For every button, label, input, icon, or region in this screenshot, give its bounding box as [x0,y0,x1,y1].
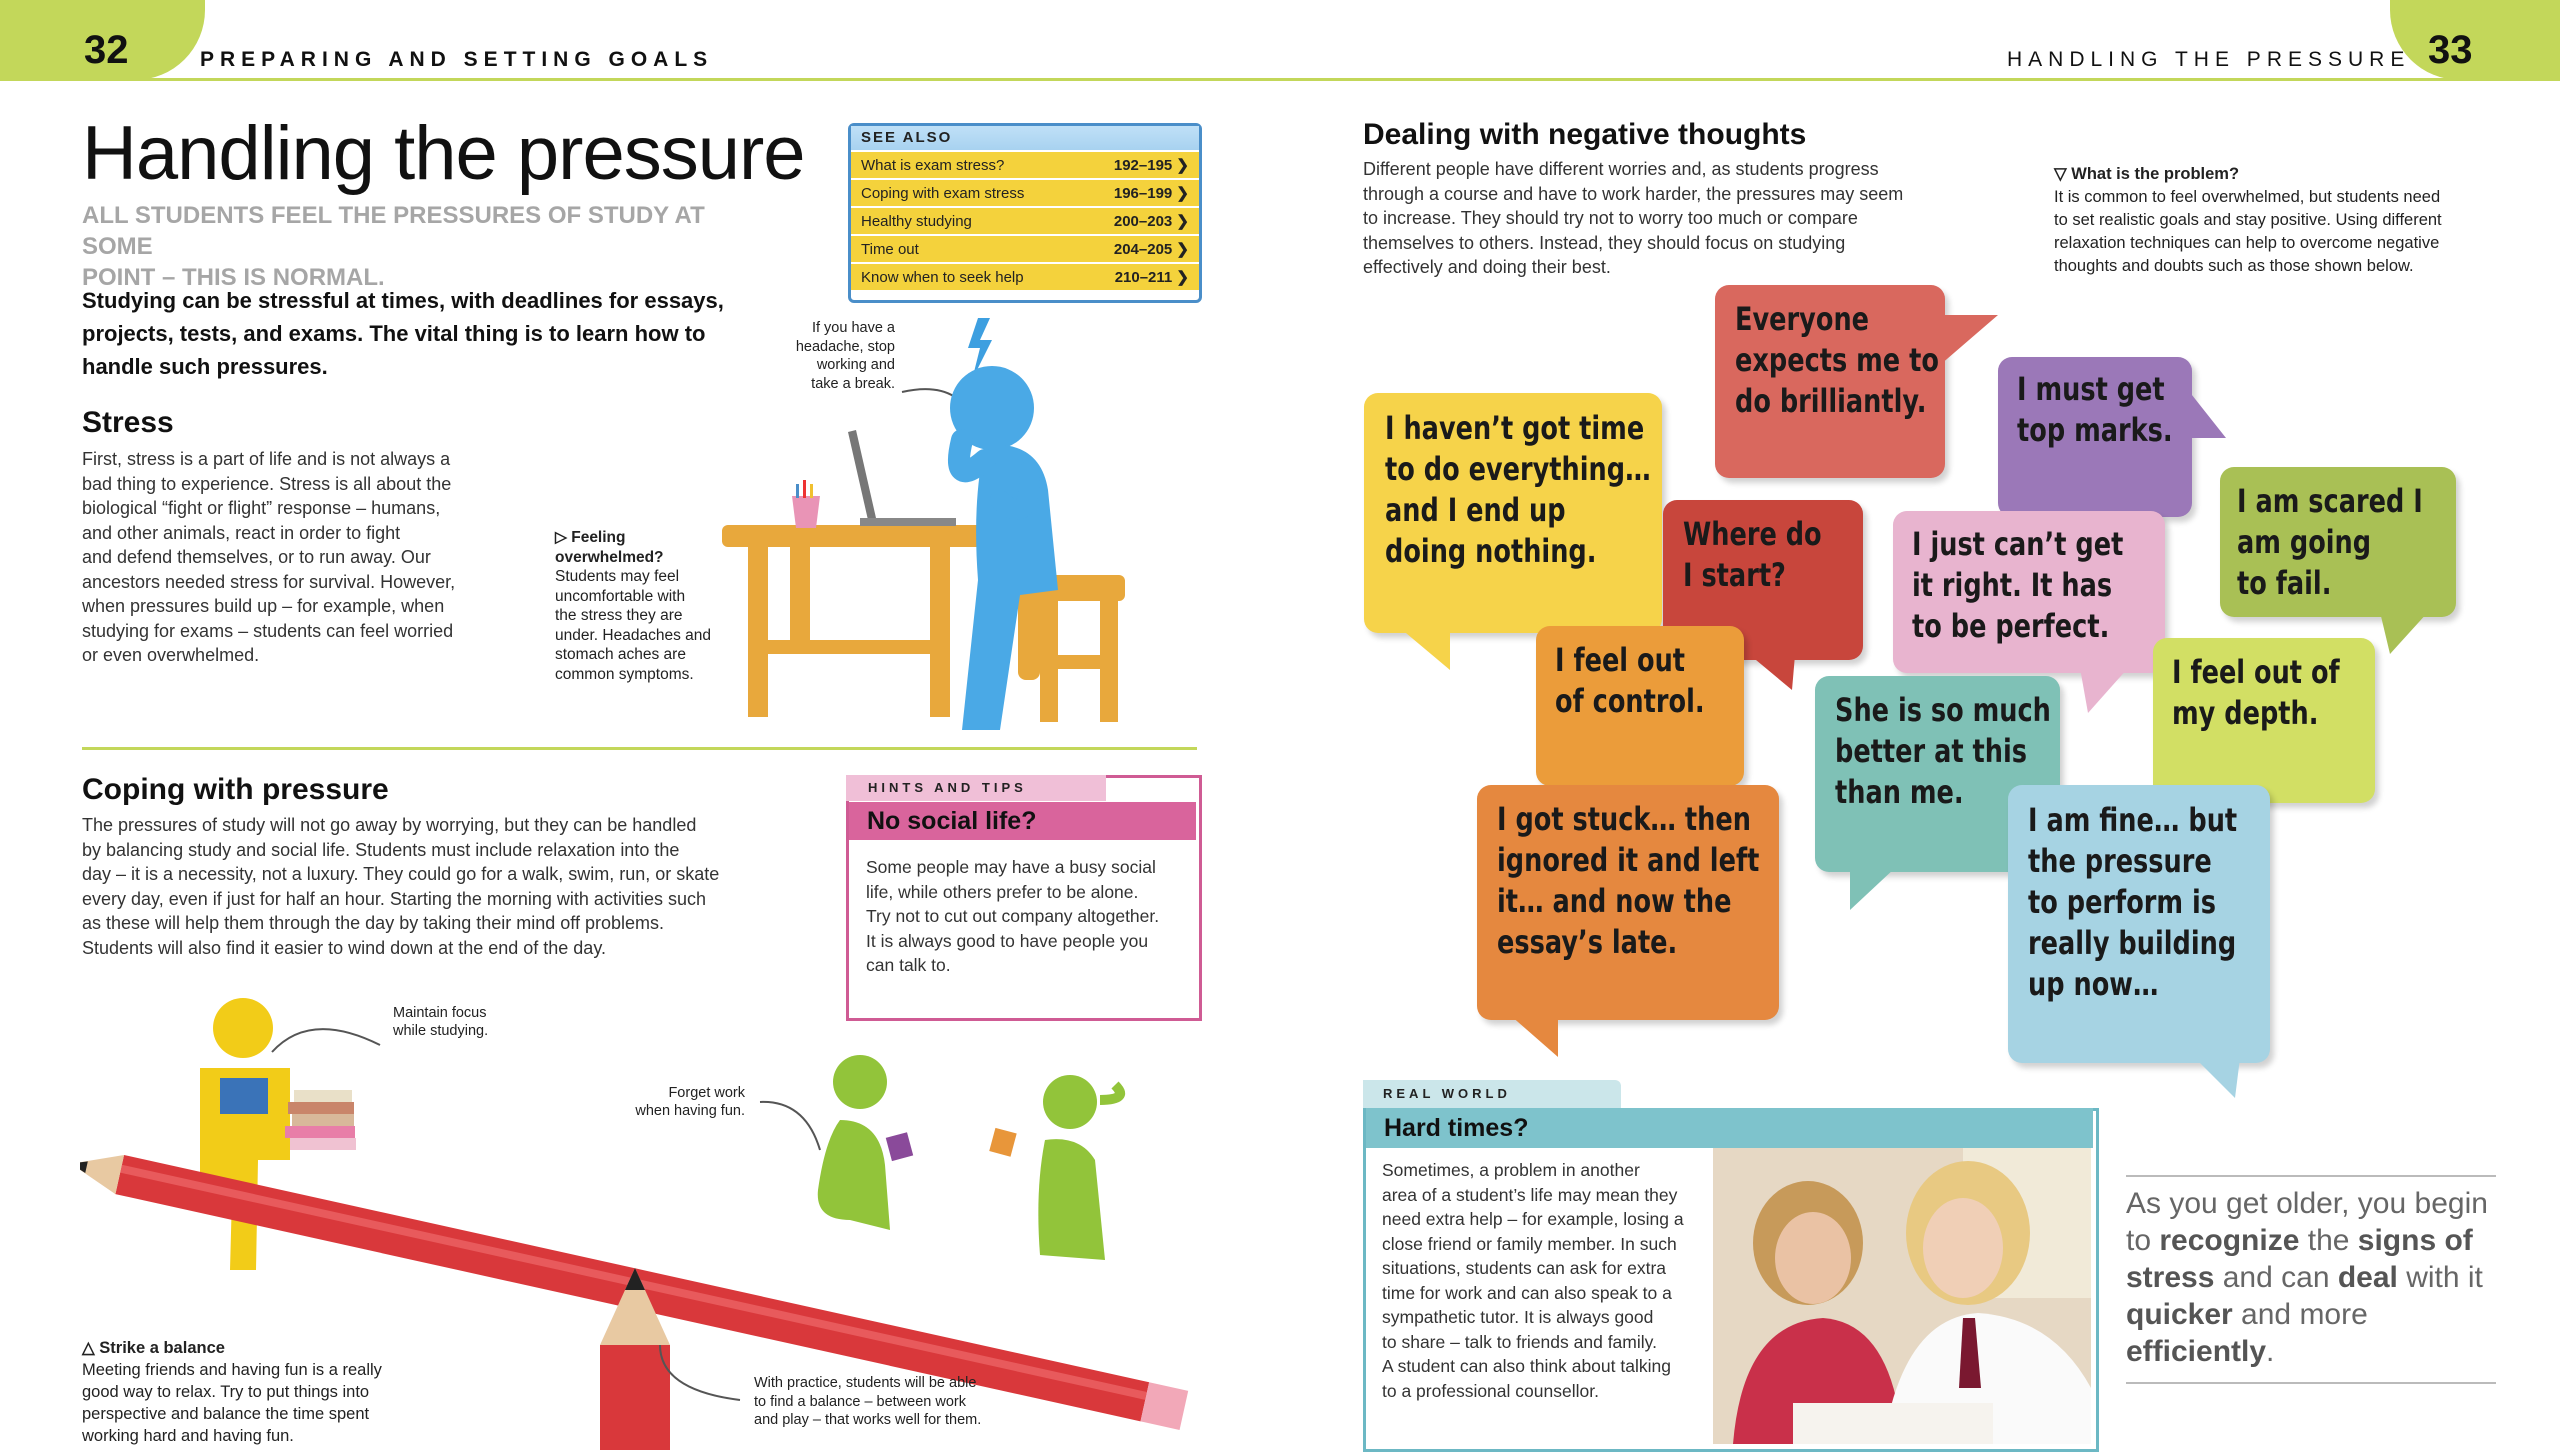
caption-line: headache, stop [795,338,895,355]
body-line: life, while others prefer to be alone. [866,881,1139,902]
caption-line: thoughts and doubts such as those shown below. [2054,257,2414,275]
body-line: First, stress is a part of life and is not always a [82,449,451,469]
caption-line: take a break. [811,375,895,392]
practice-caption [754,1374,1034,1430]
page-title: Handling the pressure [82,111,805,196]
quote-emphasis: deal [2337,1261,2398,1294]
see-also-text: Know when to seek help [861,268,1024,286]
hints-paragraph [866,855,1186,978]
body-line: Sometimes, a problem in another [1382,1160,1640,1180]
caption-line: common symptoms. [555,665,694,683]
bubble-line: I start? [1683,556,1786,594]
bubble-tail [1400,628,1460,673]
quote-text: with it [2397,1261,2483,1294]
bubble-line: to fail. [2237,564,2332,602]
fun-caption [620,1084,745,1120]
quote-emphasis: recognize [2159,1224,2300,1257]
caption-title: ▽ What is the problem? [2054,165,2240,183]
see-also-box [848,123,1202,303]
see-also-text: Healthy studying [861,212,972,230]
body-line: by balancing study and social life. Students must include relaxation into the [82,839,680,860]
caption-title: ▷ Feeling [555,529,626,546]
bubble-line: and I end up [1385,491,1566,529]
pencil-pot [792,496,820,528]
bubble-text [2237,481,2423,604]
real-world-heading: Hard times? [1366,1108,2093,1148]
bubble-text [1735,299,1939,422]
bubble-line: top marks. [2017,411,2173,449]
bubble-line: to be perfect. [1912,607,2110,645]
friend-body [818,1120,890,1230]
quote-text: . [2266,1335,2275,1368]
quote-text: and can [2214,1261,2338,1294]
caption-title: △ Strike a balance [82,1339,225,1357]
body-line: day – it is a necessity, not a luxury. They could go for a walk, swim, run, or skate [82,864,720,884]
body-line: effectively and doing their best. [1363,257,1611,277]
bubble-line: I got stuck… then [1497,800,1751,838]
body-line: and defend themselves, or to run away. Our [82,547,431,567]
body-line: or even overwhelmed. [82,645,260,665]
caption-line: working hard and having fun. [82,1427,294,1445]
bubble-text [1497,799,1759,963]
bubble-text [1385,408,1651,572]
bubble-text [2017,369,2173,451]
bubble-line: I feel out of [2172,653,2340,691]
intro-paragraph [82,284,742,383]
stress-paragraph [82,447,512,668]
body-line: to increase. They should try not to worry too much or compare [1363,208,1858,228]
caption-line: and play – that works well for them. [754,1412,982,1428]
focus-caption [393,1004,533,1040]
body-line: biological “fight or flight” response – humans, [82,498,441,518]
see-also-link[interactable] [851,208,1199,234]
intro-line: handle such pressures. [82,354,328,379]
body-line: to a professional counsellor. [1382,1380,1599,1401]
body-line: ancestors needed stress for survival. However, [82,571,456,592]
bubble-tail [1750,655,1800,695]
caption-title: overwhelmed? [555,548,664,566]
subhead-line: POINT – THIS IS NORMAL. [82,264,385,291]
body-line: and other animals, react in order to fight [82,522,401,543]
friend-head [833,1055,887,1109]
bubble-line: am going [2237,523,2372,561]
bubble-line: my depth. [2172,694,2319,732]
caption-line: to set realistic goals and stay positive. Using different [2054,211,2442,229]
body-line: studying for exams – students can feel worried [82,620,454,641]
see-also-link[interactable] [851,236,1199,262]
bubble-text [2172,652,2340,734]
caption-line: If you have a [811,320,895,336]
bubble-line: to do everything… [1385,450,1651,488]
students-photo [1713,1148,2091,1444]
header-rule [0,78,2560,81]
caption-line: With practice, students will be able [754,1375,977,1391]
bubble-line: essay’s late. [1497,923,1678,961]
bubble-text [1683,514,1822,596]
bubble-line: the pressure [2028,842,2212,880]
quote-emphasis: signs of stress [2126,1224,2473,1294]
bubble-tail [2080,668,2130,718]
caption-line: Students may feel [555,568,680,585]
bubble-tail [2380,612,2430,657]
bubble-tail [2188,390,2228,440]
caption-line: to find a balance – between work [754,1393,966,1410]
balance-caption [82,1337,422,1447]
see-also-pages: 196–199 ❯ [1113,185,1189,202]
caption-line: when having fun. [635,1103,745,1119]
body-line: sympathetic tutor. It is always good [1382,1307,1654,1327]
body-line: every day, even if just for half an hour. Starting the morning with activities such [82,888,706,909]
body-line: bad thing to experience. Stress is all about the [82,473,452,494]
bubble-line: She is so much [1835,691,2051,729]
real-world-paragraph [1382,1158,1702,1403]
bubble-text [1912,524,2123,647]
bubble-line: Everyone [1735,300,1870,338]
section-divider [82,747,1197,750]
caption-line: relaxation techniques can help to overcome negative [2054,234,2440,252]
bubble-text [1555,640,1705,722]
coping-heading: Coping with pressure [82,773,389,806]
caption-line: Forget work [668,1085,745,1101]
bubble-line: I just can’t get [1912,525,2124,563]
bubble-line: I am fine… but [2028,801,2238,839]
bubble-line: I feel out [1555,641,1686,679]
quote-text: As you get older, you begin to [2126,1187,2488,1257]
body-line: situations, students can ask for extra [1382,1258,1667,1278]
body-line: time for work and can also speak to a [1382,1282,1672,1303]
stress-heading: Stress [82,406,174,439]
caption-line: It is common to feel overwhelmed, but students need [2054,188,2441,206]
bubble-line: it… and now the [1497,882,1732,920]
caption-line: stomach aches are [555,646,686,663]
see-also-pages: 210–211 ❯ [1114,269,1189,286]
quote-emphasis: efficiently [2126,1335,2267,1368]
stressed-student-illustration [700,300,1160,740]
body-line: A student can also think about talking [1382,1356,1671,1376]
bubble-line: ignored it and left [1497,841,1760,879]
friend-body [1038,1139,1105,1260]
negative-thoughts-paragraph [1363,157,1963,280]
bubble-tail [1510,1015,1565,1060]
caption-line: the stress they are [555,607,683,624]
bubble-line: I haven’t got time [1385,409,1645,447]
bubble-line: than me. [1835,773,1964,811]
studying-person-head [213,998,273,1058]
see-also-pages: 200–203 ❯ [1113,213,1189,230]
body-line: through a course and have to work harder, the pressures may seem [1363,183,1904,204]
body-line: themselves to others. Instead, they should focus on studying [1363,232,1846,253]
bubble-line: better at this [1835,732,2027,770]
see-also-link[interactable] [851,264,1199,290]
see-also-text: Time out [861,240,919,258]
page-subhead [82,200,772,293]
body-line: Different people have different worries and, as students progress [1363,159,1879,179]
coping-paragraph [82,813,782,960]
body-line: need extra help – for example, losing a [1382,1209,1684,1229]
hints-heading: No social life? [849,802,1196,840]
see-also-text: Coping with exam stress [861,184,1025,202]
caption-line: Maintain focus [393,1005,487,1021]
subhead-line: ALL STUDENTS FEEL THE PRESSURES OF STUDY AT SOME [82,202,705,260]
right-running-head: HANDLING THE PRESSURE [2007,48,2411,71]
bubble-text [2028,800,2237,1005]
bubble-line: doing nothing. [1385,532,1597,570]
bubble-line: of control. [1555,682,1705,720]
desk [722,525,997,547]
quote-emphasis: quicker [2126,1298,2233,1331]
body-line: to share – talk to friends and family. [1382,1331,1657,1352]
body-line: It is always good to have people you [866,930,1149,951]
laptop [848,430,876,520]
bubble-tail [2195,1058,2245,1100]
body-line: when pressures build up – for example, when [82,596,445,616]
left-running-head: PREPARING AND SETTING GOALS [200,48,714,71]
pull-quote [2126,1175,2496,1384]
caption-line: uncomfortable with [555,587,686,605]
caption-line: working and [816,357,895,373]
see-also-pages: 204–205 ❯ [1113,241,1189,258]
quote-text: and more [2232,1298,2368,1331]
see-also-label: SEE ALSO [851,126,1199,150]
see-also-link[interactable] [851,152,1199,178]
negative-thoughts-heading: Dealing with negative thoughts [1363,118,1807,151]
book-icon [220,1078,268,1114]
see-also-text: What is exam stress? [861,156,1005,174]
body-line: close friend or family member. In such [1382,1233,1677,1254]
problem-caption [2054,163,2514,278]
bubble-line: to perform is [2028,883,2216,921]
see-also-link[interactable] [851,180,1199,206]
bubble-tail [1850,868,1900,913]
right-page-tab [2390,0,2560,80]
hints-label: HINTS AND TIPS [846,775,1106,801]
body-line: Try not to cut out company altogether. [866,906,1160,926]
intro-line: Studying can be stressful at times, with deadlines for essays, [82,288,724,313]
bubble-line: it right. It has [1912,566,2113,604]
friend-head [1043,1075,1097,1129]
quote-text: the [2299,1224,2358,1257]
body-line: area of a student’s life may mean they [1382,1184,1678,1205]
body-line: Students will also find it easier to wind down at the end of the day. [82,937,606,958]
bubble-tail [1940,315,2000,375]
bubble-line: expects me to [1735,341,1939,379]
caption-line: perspective and balance the time spent [82,1405,370,1423]
real-world-label: REAL WORLD [1363,1080,1621,1108]
bubble-line: do brilliantly. [1735,382,1927,420]
caption-line: while studying. [393,1023,489,1039]
caption-line: Meeting friends and having fun is a really [82,1361,382,1379]
bubble-line: I am scared I [2237,482,2423,520]
intro-line: projects, tests, and exams. The vital thing is to learn how to [82,321,706,346]
caption-line: under. Headaches and [555,626,711,644]
left-page-number: 32 [84,28,129,72]
caption-line: good way to relax. Try to put things into [82,1383,370,1401]
bubble-line: really building [2028,924,2237,962]
bubble-line: up now… [2028,965,2159,1003]
body-line: Some people may have a busy social [866,857,1156,877]
body-line: The pressures of study will not go away by worrying, but they can be handled [82,815,697,835]
body-line: as these will help them through the day by taking their mind off problems. [82,913,664,933]
right-page-number: 33 [2428,28,2473,72]
body-line: can talk to. [866,955,951,975]
bubble-line: I must get [2017,370,2165,408]
see-also-pages: 192–195 ❯ [1113,157,1189,174]
bubble-line: Where do [1683,515,1822,553]
